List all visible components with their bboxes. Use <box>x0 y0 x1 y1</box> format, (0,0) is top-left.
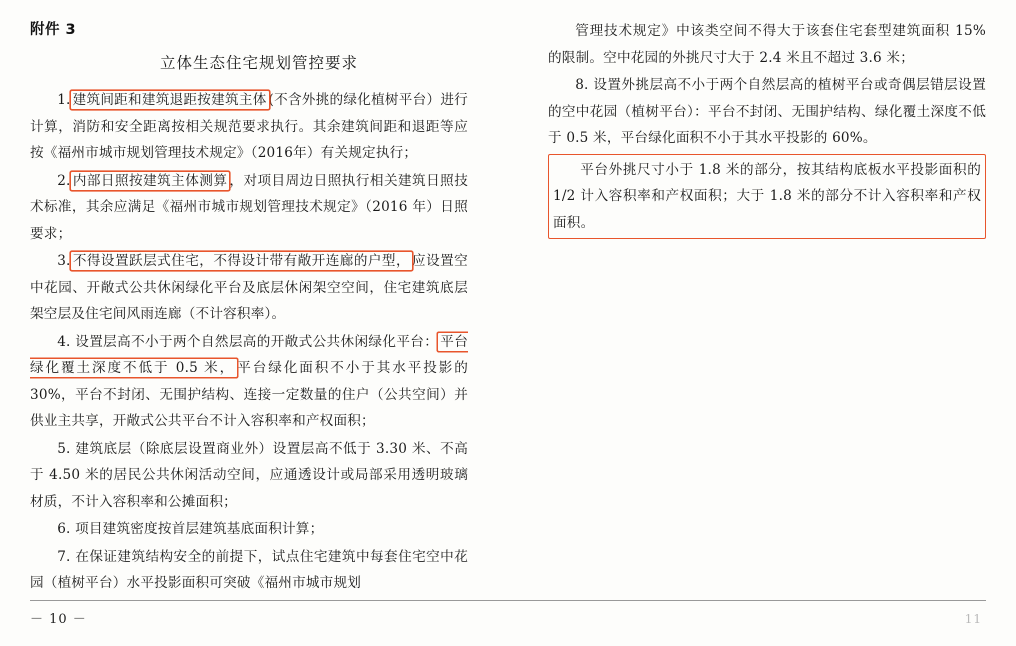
text-run: 2. <box>57 172 71 189</box>
paragraph-item-4 <box>30 329 468 435</box>
highlight-box: 平台绿化覆土深度不低于 0.5 米， <box>30 333 468 376</box>
text-run: 3. <box>57 253 71 269</box>
page-number-right: 11 <box>964 612 982 626</box>
footer-divider <box>30 600 986 601</box>
text-run: 应设置空中花园、开敞式公共休闲绿化平台及底层休闲架空空间，住宅建筑底层架空层及住宅间风雨连廊（不计容积率）。 <box>30 253 468 322</box>
attachment-label: 附件 3 <box>30 22 77 38</box>
highlight-box: 不得设置跃层式住宅，不得设计带有敞开连廊的户型， <box>72 253 411 269</box>
text-run: ，对项目周边日照执行相关建筑日照技术标准，其余应满足《福州市城市规划管理技术规定》（2016 年）日照要求； <box>30 172 468 242</box>
paragraph-item-7-continued: 管理技术规定》中该类空间不得大于该套住宅套型建筑面积 15% 的限制。空中花园的外挑尺寸大于 2.4 米且不超过 3.6 米； <box>548 23 986 66</box>
text-run: (不含外挑的绿化植树平台）进行计算，消防和安全距离按相关规范要求执行。其余建筑间距和退距等应按《福州市城市规划管理技术规定》（2016年）有关规定执行； <box>30 92 468 161</box>
paragraph-item-6: 6. 项目建筑密度按首层建筑基底面积计算； <box>57 521 324 537</box>
paragraph-item-8: 8. 设置外挑层高不小于两个自然层高的植树平台或奇偶层错层设置的空中花园（植树平台）：平台不封闭、无围护结构、绿化覆土深度不低于 0.5 米，平台绿化面积不小于其水平投影的 60%。 <box>548 77 986 146</box>
paragraph-item-8-boxed: 平台外挑尺寸小于 1.8 米的部分，按其结构底板水平投影面积的 1/2 计入容积率和产权面积；大于 1.8 米的部分不计入容积率和产权面积。 <box>553 161 981 231</box>
highlight-box: 内部日照按建筑主体测算 <box>72 172 228 189</box>
paragraph-item-3 <box>30 248 468 328</box>
highlight-box <box>548 154 986 240</box>
paragraph-item-5: 5. 建筑底层（除底层设置商业外）设置层高不低于 3.30 米、不高于 4.50 米的居民公共休闲活动空间，应通透设计或局部采用透明玻璃材质，不计入容积率和公摊面积； <box>30 440 468 510</box>
text-run: 平台绿化面积不小于其水平投影的 30%，平台不封闭、无围护结构、连接一定数量的住户（公共空间）并供业主共享，开敞式公共平台不计入容积率和产权面积； <box>30 360 468 429</box>
text-run: 1. <box>57 92 71 108</box>
left-column <box>30 18 508 600</box>
text-run: 4. 设置层高不小于两个自然层高的开敞式公共休闲绿化平台： <box>57 333 439 350</box>
page-number-left: － 10 － <box>30 612 87 627</box>
page-title: 立体生态住宅规划管控要求 <box>159 54 358 72</box>
right-column <box>508 18 986 600</box>
paragraph-item-2 <box>30 168 468 248</box>
highlight-box: 建筑间距和建筑退距按建筑主体 <box>72 92 267 108</box>
paragraph-item-1 <box>30 87 468 167</box>
page-footer <box>0 600 1016 646</box>
paragraph-item-7: 7. 在保证建筑结构安全的前提下，试点住宅建筑中每套住宅空中花园（植树平台）水平投影面积可突破《福州市城市规划 <box>30 548 468 591</box>
